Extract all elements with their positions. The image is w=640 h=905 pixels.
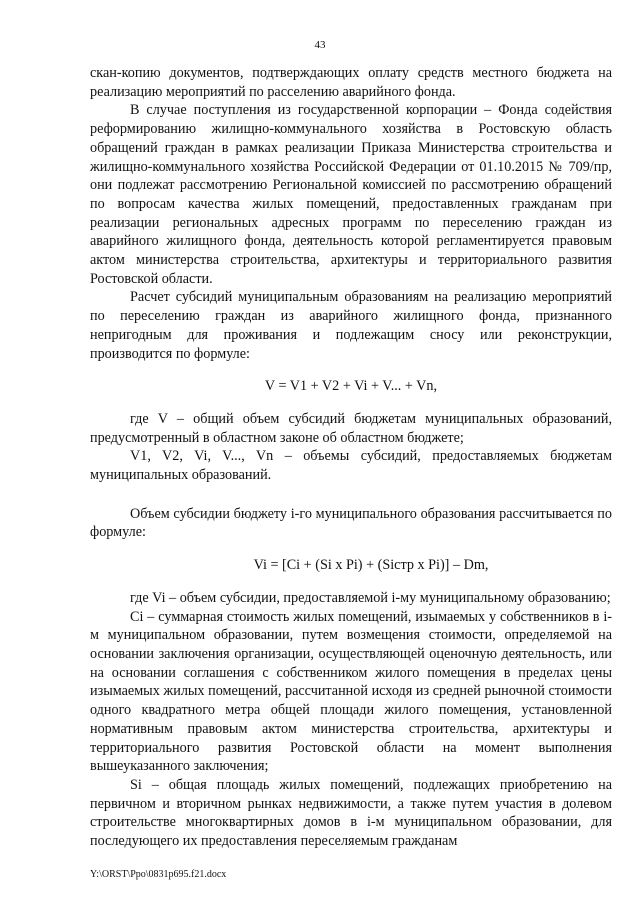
page-number: 43 (314, 39, 326, 51)
paragraph: где V – общий объем субсидий бюджетам муниципальных образований, предусмотренный в областном законе об областном бюджете; (90, 410, 612, 446)
paragraph: где Vi – объем субсидии, предоставляемой i-му муниципальному образованию; (130, 589, 611, 606)
paragraph: В случае поступления из государственной корпорации – Фонда содействия реформированию жилищно-коммунального хозяйства в Ростовскую область обращений граждан в рамках реализации Приказа Министерства строительства и жилищно-коммунального хозяйства Российской Федерации от 01.10.2015 № 709/пр, они подлежат рассмотрению Региональной комиссией по рассмотрению обращений по вопросам качества жилых помещений, предоставленных гражданам при реализации региональных адресных программ по переселению граждан из аварийного жилищного фонда, деятельность которой регламентируется правовым актом министерства строительства, архитектуры и территориального развития Ростовской области. (90, 102, 612, 287)
spacer (90, 485, 612, 505)
paragraph: V1, V2, Vi, V..., Vn – объемы субсидий, предоставляемых бюджетам муниципальных образований. (90, 448, 612, 484)
footer-file-path: Y:\ORST\Ppo\0831p695.f21.docx (90, 869, 227, 880)
paragraph: Объем субсидии бюджету i-го муниципального образования рассчитывается по формуле: (90, 505, 612, 541)
paragraph: Ci – суммарная стоимость жилых помещений, изымаемых у собственников в i-м муниципальном образовании, путем возмещения стоимости, определяемой на основании заключения организации, осуществляющей оценочную деятельность, или на основании соглашения с собственником жилого помещения в пределах цены изымаемых жилых помещений, рассчитанной исходя из средней рыночной стоимости одного квадратного метра общей площади жилого помещения, установленной нормативным правовым актом министерства строительства, архитектуры и территориального развития Ростовской области на момент выполнения вышеуказанного заключения; (90, 608, 612, 775)
formula: V = V1 + V2 + Vi + V... + Vn, (264, 378, 438, 395)
document-body (90, 64, 612, 851)
formula: Vi = [Ci + (Si x Pi) + (Siстр x Pi)] – Dm, (253, 557, 489, 574)
paragraph: Расчет субсидий муниципальным образованиям на реализацию мероприятий по переселению граждан из аварийного жилищного фонда, признанного непригодным для проживания и подлежащим сносу или реконструкции, производится по формуле: (90, 289, 612, 362)
paragraph: скан-копию документов, подтверждающих оплату средств местного бюджета на реализацию мероприятий по расселению аварийного фонда. (90, 65, 612, 100)
paragraph: Si – общая площадь жилых помещений, подлежащих приобретению на первичном и вторичном рынках недвижимости, а также путем участия в долевом строительстве многоквартирных домов в i-м муниципальном образовании, для последующего их предоставления переселяемым гражданам (90, 776, 612, 850)
